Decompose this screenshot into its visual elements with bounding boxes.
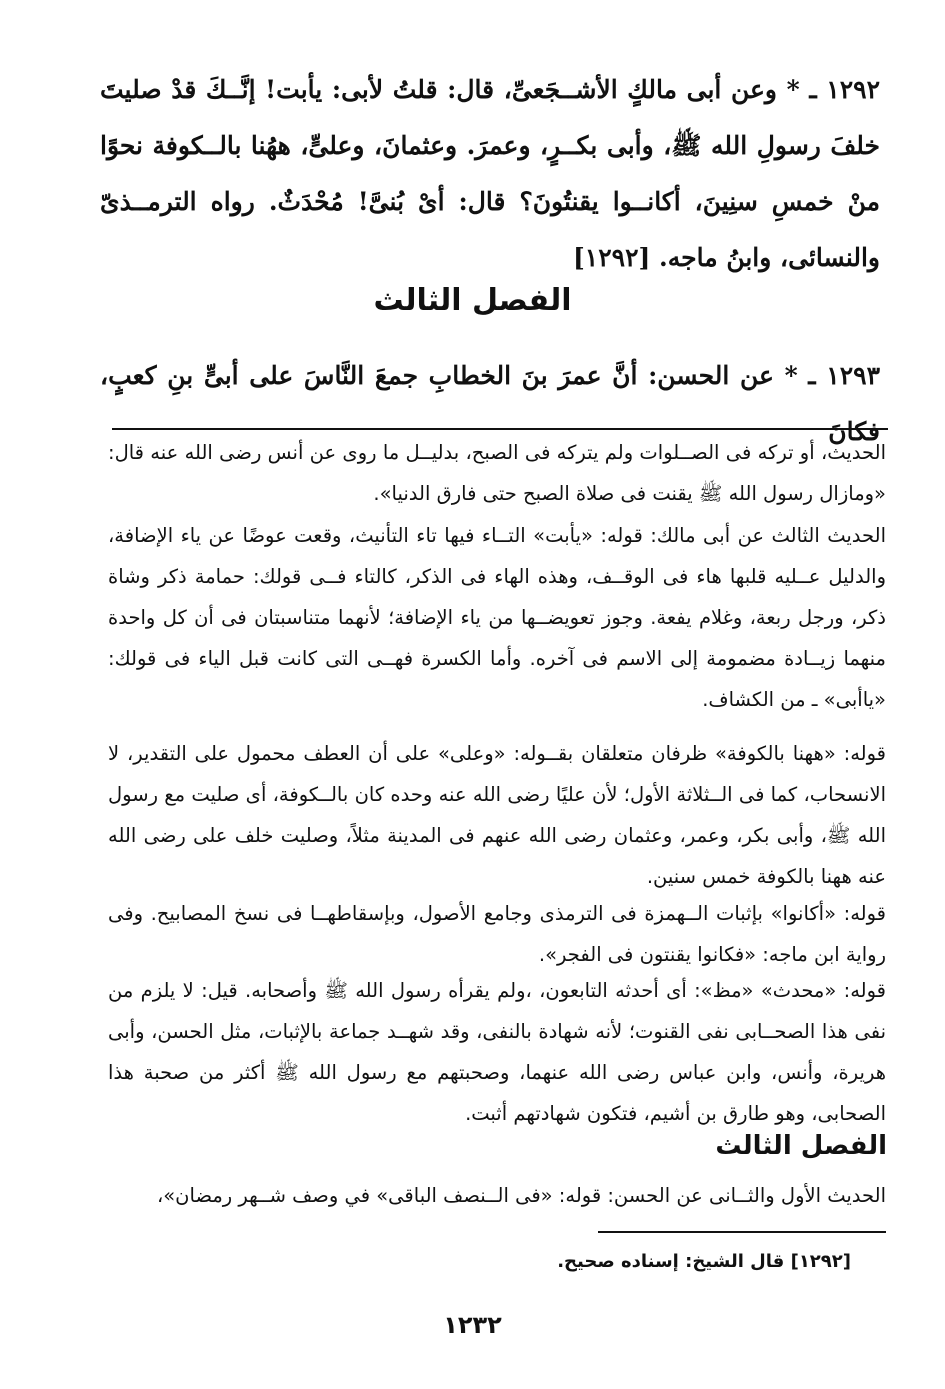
commentary-paragraph: قوله: «ههنا بالكوفة» ظرفان متعلقان بقــوله: «وعلى» على أن العطف محمول على التقدير، لا الانسحاب، كما فى الــثلاثة الأول؛ لأن عليًا رضى الله عنه وحده كان بالــكوفة، أى صليت مع رسول الله ﷺ، وأبى بكر، وعمر، وعثمان رضى الله عنهم فى المدينة مثلاً، وصليت خلف على رضى الله عنه ههنا بالكوفة خمس سنين. [108,742,886,888]
commentary-paragraph: قوله: «محدث» «مظ»: أى أحدثه التابعون، ،ولم يقرأه رسول الله ﷺ وأصحابه. قيل: لا يلزم من نفى هذا الصحــابى نفى القنوت؛ لأنه شهادة بالنفى، وقد شهــد جماعة بالإثبات، مثل الحسن، وأبى هريرة، وأنس، وابن عباس رضى الله عنهما، وصحبتهم مع رسول الله ﷺ أكثر من صحبة هذا الصحابى، وهو طارق بن أشيم، فتكون شهادتهم أثبت. [108,979,886,1125]
hadith-1293-text: ١٢٩٣ ـ * عن الحسن: أنَّ عمرَ بنَ الخطابِ جمعَ النَّاسَ على أبىٍّ بنِ كعبٍ، فكانَ [100,361,880,446]
commentary-paragraph: قوله: «أكانوا» بإثبات الــهمزة فى الترمذى وجامع الأصول، وبإسقاطهــا فى نسخ المصابيح. وفى رواية ابن ماجه: «فكانوا يقنتون فى الفجر». [108,902,886,966]
footnote: [١٢٩٢] قال الشيخ: إسناده صحيح. [557,1251,851,1272]
commentary-paragraph: الحديث الأول والثــانى عن الحسن: قوله: «فى الــنصف الباقى» في وصف شــهر رمضان»، [156,1184,886,1207]
commentary-paragraph: الحديث الثالث عن أبى مالك: قوله: «يأبت» التــاء فيها تاء التأنيث، وقعت عوضًا عن ياء الإضافة، والدليل عــليه قلبها هاء فى الوقــف، وهذه الهاء فى الذكر، كالتاء فــى قولك: حمامة ذكر وشاة ذكر، ورجل ربعة، وغلام يفعة. وجوز تعويضــها من ياء الإضافة؛ لأنهما متناسبتان فى أن كل واحدة منهما زيــادة مضمومة إلى الاسم فى آخره. وأما الكسرة فهــى التى كانت قبل الياء فى قولك: «ياأبى» ـ من الكشاف. [108,524,886,711]
page-number: ١٢٣٢ [443,1311,502,1339]
commentary-divider [112,428,888,430]
section-heading: الفصل الثالث [373,283,572,318]
commentary-section-heading: الفصل الثالث [715,1131,887,1161]
hadith-1292-text: ١٢٩٢ ـ * وعن أبى مالكٍ الأشــجَعىِّ، قال: قلتُ لأبى: يأبت! إنَّــكَ قدْ صليتَ خلفَ رسولِ الله ﷺ، وأبى بكــرٍ، وعمرَ. وعثمانَ، وعلىٍّ، ههُنا بالــكوفة نحوًا منْ خمسِ سنِينَ، أكانــوا يقنتُونَ؟ قال: أىْ بُنىَّ! مُحْدَثٌ. رواه الترمــذىّ والنسائى، وابنُ ماجه. [١٢٩٢] [100,75,880,272]
footnote-divider [598,1231,886,1233]
commentary-paragraph: الحديث، أو تركه فى الصــلوات ولم يتركه فى الصبح، بدليــل ما روى عن أنس رضى الله عنه قال: «ومازال رسول الله ﷺ يقنت فى صلاة الصبح حتى فارق الدنيا». [108,441,886,505]
